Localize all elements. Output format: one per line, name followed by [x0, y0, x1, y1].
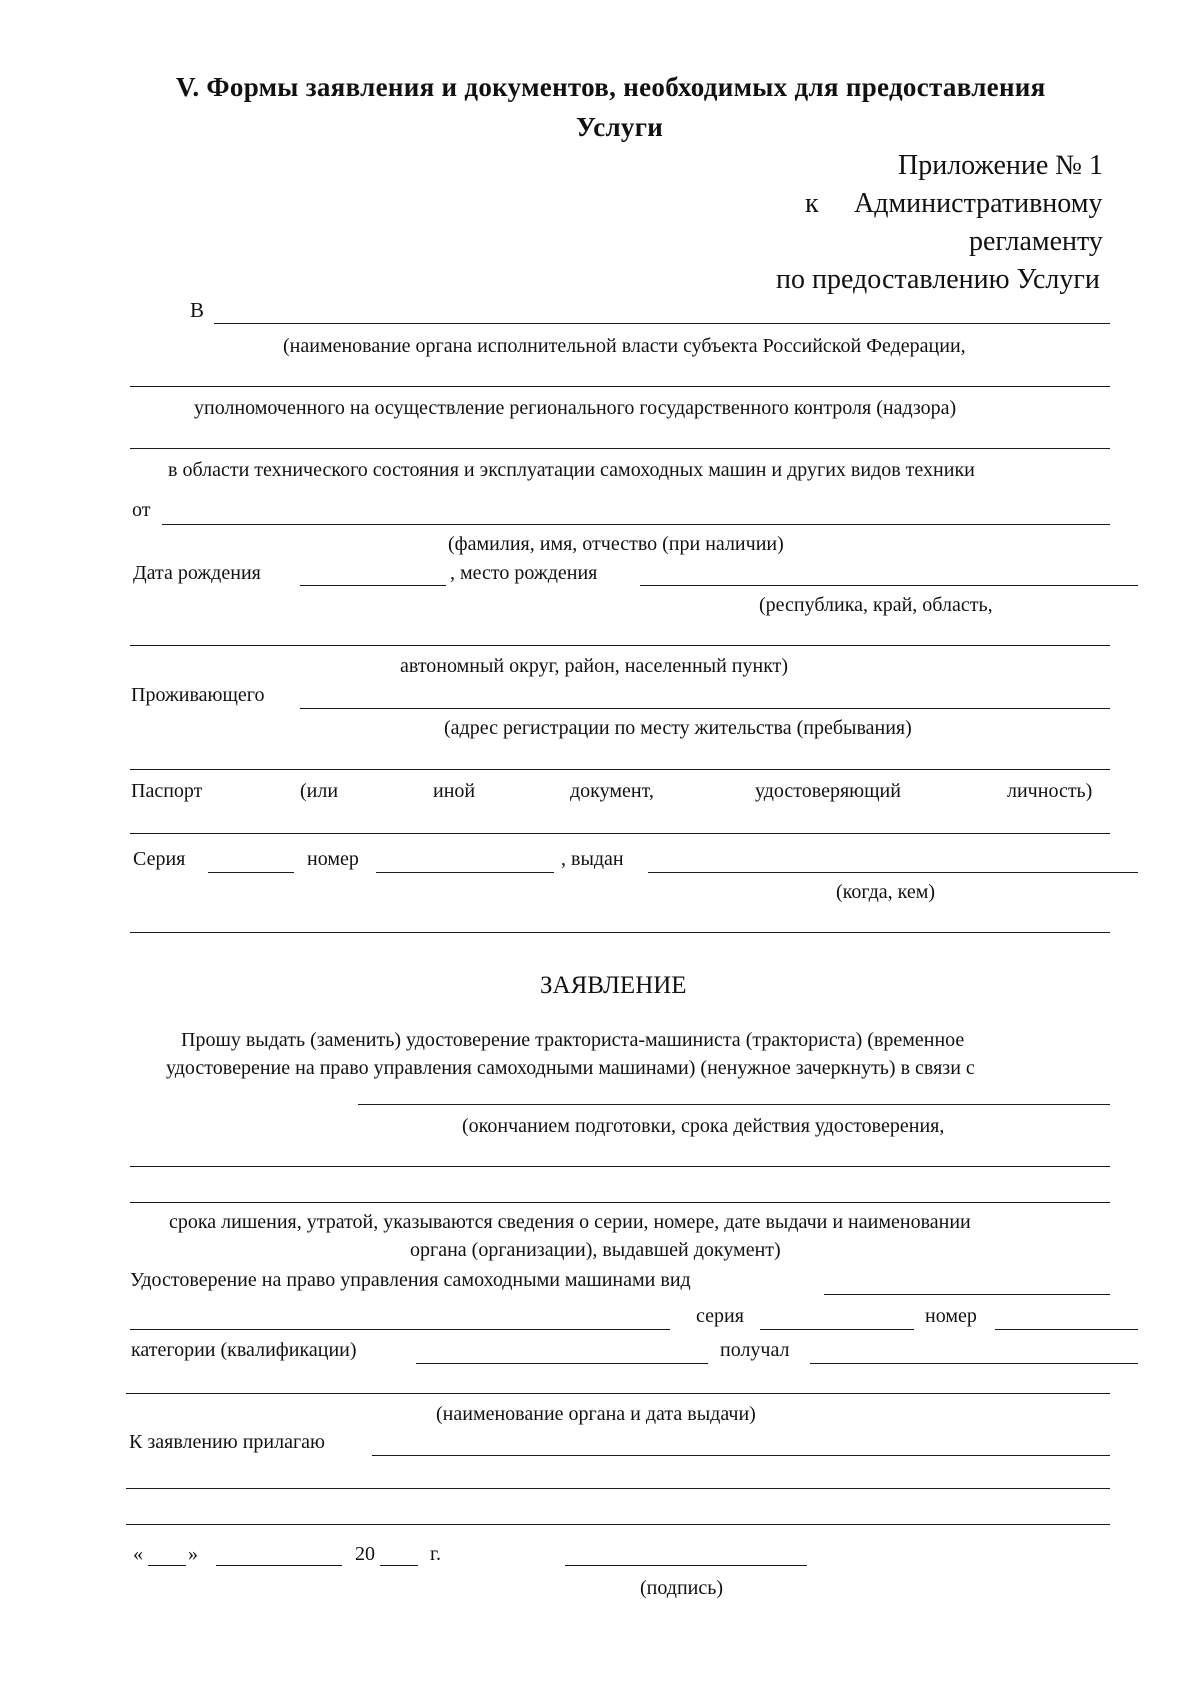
organ-hint: (наименование органа и дата выдачи)	[436, 1403, 756, 1425]
birth-place-hint-2: автономный округ, район, населенный пункт)	[400, 655, 789, 677]
license-series-label: серия	[696, 1305, 744, 1327]
passport-issued-line[interactable]	[648, 872, 1138, 873]
reason-line-1[interactable]	[358, 1104, 1110, 1105]
section-heading: V. Формы заявления и документов, необходимых для предоставления	[176, 72, 1046, 102]
addressee-hint-1: (наименование органа исполнительной власти субъекта Российской Федерации,	[283, 335, 966, 357]
appendix-k: к	[805, 188, 819, 219]
series-label: Серия	[133, 848, 186, 870]
category-line[interactable]	[416, 1363, 708, 1364]
appendix-regulation-2: регламенту	[969, 226, 1103, 257]
date-year-prefix: 20	[355, 1543, 375, 1565]
reason-line-2[interactable]	[130, 1166, 1110, 1167]
passport-word-6: личность)	[1007, 780, 1093, 802]
reason-hint-3: органа (организации), выдавшей документ)	[410, 1239, 781, 1261]
passport-word-2: (или	[300, 780, 339, 802]
passport-word-5: удостоверяющий	[755, 780, 901, 802]
issued-label: , выдан	[561, 848, 624, 870]
attach-line-1[interactable]	[372, 1455, 1110, 1456]
received-line[interactable]	[810, 1363, 1138, 1364]
appendix-service: по предоставлению Услуги	[776, 264, 1100, 295]
addressee-line-3[interactable]	[130, 448, 1110, 449]
issued-hint: (когда, кем)	[836, 881, 936, 903]
passport-issued-line-2[interactable]	[130, 932, 1110, 933]
residing-label: Проживающего	[131, 684, 265, 706]
reason-line-3[interactable]	[130, 1202, 1110, 1203]
number-label: номер	[307, 848, 359, 870]
statement-text-2: удостоверение на право управления самоходными машинами) (ненужное зачеркнуть) в связи с	[166, 1057, 975, 1079]
passport-word-3: иной	[433, 780, 476, 802]
signature-line[interactable]	[565, 1565, 807, 1566]
passport-word-4: документ,	[570, 780, 654, 802]
passport-word-1: Паспорт	[131, 780, 203, 802]
birth-place-hint-1: (республика, край, область,	[759, 594, 993, 616]
to-label: В	[190, 298, 205, 322]
addressee-hint-3: в области технического состояния и эксплуатации самоходных машин и других видов техники	[168, 459, 975, 481]
residing-line-2[interactable]	[130, 769, 1110, 770]
passport-series-line[interactable]	[208, 872, 294, 873]
birth-date-line[interactable]	[300, 585, 446, 586]
date-year-line[interactable]	[380, 1565, 418, 1566]
section-heading-continued: Услуги	[576, 112, 664, 142]
passport-line[interactable]	[130, 833, 1110, 834]
passport-number-line[interactable]	[376, 872, 554, 873]
date-quote-close: »	[188, 1543, 198, 1565]
license-type-line[interactable]	[824, 1294, 1110, 1295]
category-label: категории (квалификации)	[131, 1339, 357, 1361]
received-label: получал	[720, 1339, 790, 1361]
date-quote-open: «	[133, 1543, 143, 1565]
attach-line-2[interactable]	[126, 1488, 1110, 1489]
birth-place-line-2[interactable]	[130, 645, 1110, 646]
addressee-line-1[interactable]	[214, 323, 1110, 324]
license-series-line[interactable]	[760, 1329, 914, 1330]
birth-date-label: Дата рождения	[133, 562, 261, 584]
appendix-regulation: Административному	[854, 188, 1103, 219]
license-label: Удостоверение на право управления самоходными машинами вид	[130, 1269, 691, 1291]
reason-hint-2: срока лишения, утратой, указываются сведения о серии, номере, дате выдачи и наименовании	[169, 1211, 971, 1233]
applicant-name-hint: (фамилия, имя, отчество (при наличии)	[448, 533, 784, 555]
addressee-line-2[interactable]	[130, 386, 1110, 387]
from-label: от	[132, 499, 151, 521]
statement-text-1: Прошу выдать (заменить) удостоверение тракториста-машиниста (тракториста) (временное	[181, 1029, 965, 1051]
addressee-hint-2: уполномоченного на осуществление регионального государственного контроля (надзора)	[194, 397, 957, 419]
reason-hint-1: (окончанием подготовки, срока действия удостоверения,	[462, 1115, 945, 1137]
date-year-suffix: г.	[430, 1543, 441, 1565]
appendix-number: Приложение № 1	[898, 150, 1103, 181]
signature-hint: (подпись)	[640, 1577, 724, 1599]
statement-title: ЗАЯВЛЕНИЕ	[540, 972, 687, 999]
license-number-label: номер	[925, 1305, 977, 1327]
residing-hint: (адрес регистрации по месту жительства (пребывания)	[444, 717, 912, 739]
applicant-name-line[interactable]	[162, 524, 1110, 525]
birth-place-label: , место рождения	[450, 562, 598, 584]
birth-place-line[interactable]	[640, 585, 1138, 586]
date-day-line[interactable]	[148, 1565, 186, 1566]
date-month-line[interactable]	[216, 1565, 342, 1566]
attach-label: К заявлению прилагаю	[129, 1431, 325, 1453]
received-line-2[interactable]	[126, 1393, 1110, 1394]
license-type-line-2[interactable]	[130, 1329, 670, 1330]
attach-line-3[interactable]	[126, 1524, 1110, 1525]
license-number-line[interactable]	[995, 1329, 1138, 1330]
residing-line[interactable]	[300, 708, 1110, 709]
